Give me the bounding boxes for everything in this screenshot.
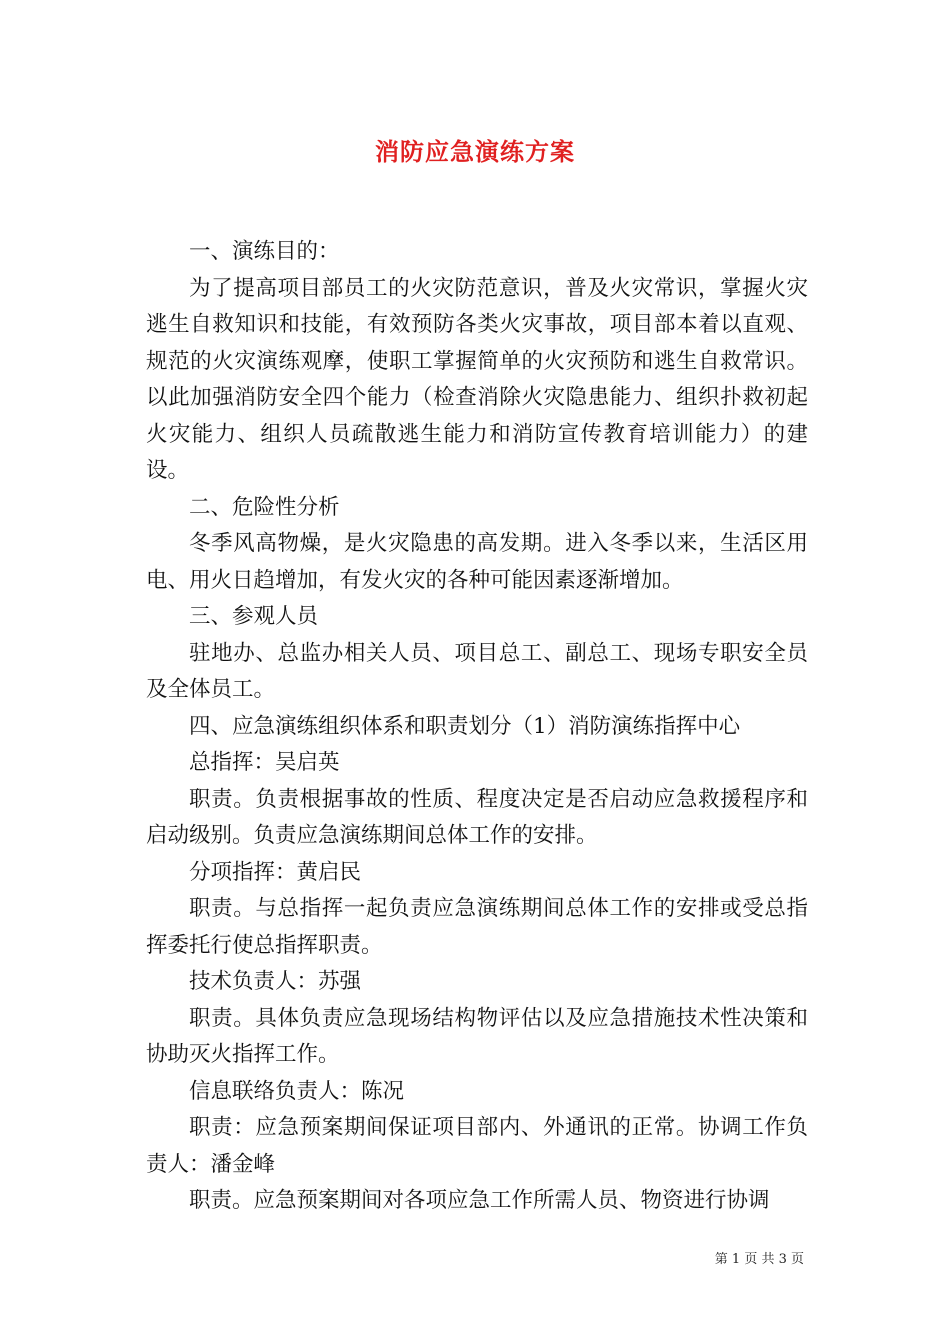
duty-communications-lead: 职责：应急预案期间保证项目部内、外通讯的正常。协调工作负责人：潘金峰 [146, 1115, 808, 1177]
role-sub-commander: 分项指挥：黄启民 [189, 859, 362, 885]
section-heading-purpose: 一、演练目的： [189, 239, 340, 264]
duty-technical-lead: 职责。具体负责应急现场结构物评估以及应急措施技术性决策和协助灭火指挥工作。 [146, 1005, 808, 1067]
section-heading-organization: 四、应急演练组织体系和职责划分（1）消防演练指挥中心 [189, 713, 741, 739]
section-heading-risk: 二、危险性分析 [189, 494, 340, 520]
document-title: 消防应急演练方案 [375, 137, 575, 166]
page-number: 第 1 页 共 3 页 [714, 1252, 804, 1267]
role-communications-lead: 信息联络负责人：陈况 [189, 1078, 405, 1104]
paragraph-risk: 冬季风高物燥，是火灾隐患的高发期。进入冬季以来，生活区用电、用火日趋增加，有发火灾的各种可能因素逐渐增加。 [146, 531, 808, 593]
document-body [146, 234, 808, 1220]
duty-sub-commander: 职责。与总指挥一起负责应急演练期间总体工作的安排或受总指挥委托行使总指挥职责。 [146, 896, 808, 958]
role-commander: 总指挥：吴启英 [189, 750, 340, 775]
role-technical-lead: 技术负责人：苏强 [189, 969, 362, 994]
duty-commander: 职责。负责根据事故的性质、程度决定是否启动应急救援程序和启动级别。负责应急演练期间总体工作的安排。 [146, 786, 808, 848]
section-heading-attendees: 三、参观人员 [189, 604, 319, 629]
paragraph-attendees: 驻地办、总监办相关人员、项目总工、副总工、现场专职安全员及全体员工。 [146, 640, 808, 702]
paragraph-purpose: 为了提高项目部员工的火灾防范意识，普及火灾常识，掌握火灾逃生自救知识和技能，有效预防各类火灾事故，项目部本着以直观、规范的火灾演练观摩，使职工掌握简单的火灾预防和逃生自救常识。以此加强消防安全四个能力（检查消除火灾隐患能力、组织扑救初起火灾能力、组织人员疏散逃生能力和消防宣传教育培训能力）的建设。 [146, 275, 808, 483]
duty-coordination-lead: 职责。应急预案期间对各项应急工作所需人员、物资进行协调 [189, 1188, 770, 1213]
